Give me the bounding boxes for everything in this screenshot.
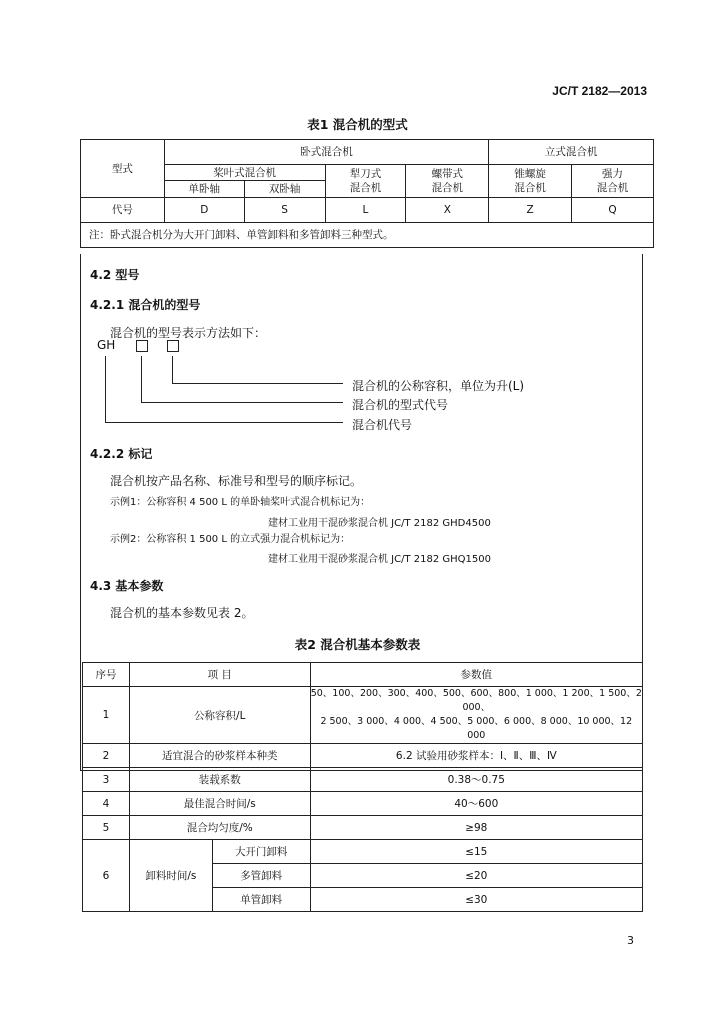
table-row-item: 适宜混合的砂浆样本种类 [129,744,310,768]
section-4-2-1-heading: 4.2.1 混合机的型号 [90,298,201,312]
table1-ribbon-header: 螺带式 混合机 [406,165,489,198]
table1-code-label: 代号 [81,198,165,223]
table-row-item: 公称容积/L [129,687,310,744]
table1 [80,139,654,248]
table1-caption: 表1 混合机的型式 [307,117,408,132]
marking-intro: 混合机按产品名称、标准号和型号的顺序标记。 [110,474,363,488]
table-row-item: 装载系数 [129,768,310,792]
section-4-3-heading: 4.3 基本参数 [90,579,164,593]
table1-double-shaft: 双卧轴 [244,181,325,198]
table-row-no: 3 [83,768,130,792]
table2-no-header: 序号 [83,663,130,687]
table-row-item: 卸料时间/s [129,840,212,912]
code-leader-vertical [105,356,106,423]
table1-plough-header: 犁刀式 混合机 [325,165,406,198]
example-2: 示例2：公称容积 1 500 L 的立式强力混合机标记为： [110,534,351,545]
table1-code-cell: S [244,198,325,223]
capacity-leader-vertical [172,356,173,384]
table-row-value: ≤20 [310,864,642,888]
capacity-leader-horizontal [172,383,343,384]
table-row-subitem: 多管卸料 [212,864,310,888]
table-row-subitem: 大开门卸料 [212,840,310,864]
code-leader-horizontal [105,422,343,423]
section-4-2-heading: 4.2 型号 [90,268,140,282]
type-leader-horizontal [141,402,343,403]
standard-code: JC/T 2182—2013 [552,84,647,98]
table-row-value: 6.2 试验用砂浆样本：Ⅰ、Ⅱ、Ⅲ、Ⅳ [310,744,642,768]
table-row-no: 1 [83,687,130,744]
section-4-2-2-heading: 4.2.2 标记 [90,447,153,461]
table1-horizontal-group: 卧式混合机 [164,140,488,165]
table1-type-header: 型式 [81,140,165,198]
code-label: 混合机代号 [352,418,413,432]
table-row-value: 0.38～0.75 [310,768,642,792]
table1-cone-header: 锥螺旋 混合机 [489,165,572,198]
table-row-no: 2 [83,744,130,768]
type-leader-vertical [141,356,142,403]
table-row-item: 最佳混合时间/s [129,792,310,816]
example-1-mark: 建材工业用干混砂浆混合机 JC/T 2182 GHD4500 [268,518,491,529]
table-row-value: 50、100、200、300、400、500、600、800、1 000、1 200、1 500、2 000、 2 500、3 000、4 000、4 500、5 000、6 000、8 000、10 000、12 000 [310,687,642,744]
table1-code-cell: L [325,198,406,223]
table-row-no: 5 [83,816,130,840]
table2-caption: 表2 混合机基本参数表 [294,637,421,652]
table1-code-cell: Z [489,198,572,223]
table-row-value: ≤15 [310,840,642,864]
page-number: 3 [627,934,634,947]
capacity-box [167,340,179,352]
table2 [82,662,643,912]
table-row-no: 6 [83,840,130,912]
table1-vertical-group: 立式混合机 [489,140,654,165]
example-1: 示例1：公称容积 4 500 L 的单卧轴桨叶式混合机标记为： [110,497,371,508]
parameters-intro: 混合机的基本参数见表 2。 [110,606,254,620]
table1-code-cell: D [164,198,244,223]
table1-force-header: 强力 混合机 [572,165,654,198]
type-code-box [136,340,148,352]
model-intro: 混合机的型号表示方法如下： [110,326,267,340]
table-row-value: ≥98 [310,816,642,840]
table1-paddle-header: 桨叶式混合机 [164,165,325,181]
table2-item-header: 项 目 [129,663,310,687]
table-row-value: 40～600 [310,792,642,816]
table-row-value: ≤30 [310,888,642,912]
table2-value-header: 参数值 [310,663,642,687]
table1-note: 注：卧式混合机分为大开门卸料、单管卸料和多管卸料三种型式。 [81,223,654,248]
model-prefix: GH [97,338,116,352]
example-2-mark: 建材工业用干混砂浆混合机 JC/T 2182 GHQ1500 [268,554,491,565]
table-row-subitem: 单管卸料 [212,888,310,912]
table1-code-cell: Q [572,198,654,223]
table1-code-cell: X [406,198,489,223]
table-row-item: 混合均匀度/% [129,816,310,840]
type-label: 混合机的型式代号 [352,398,449,412]
capacity-label: 混合机的公称容积，单位为升(L) [352,379,525,393]
table-row-no: 4 [83,792,130,816]
table1-single-shaft: 单卧轴 [164,181,244,198]
